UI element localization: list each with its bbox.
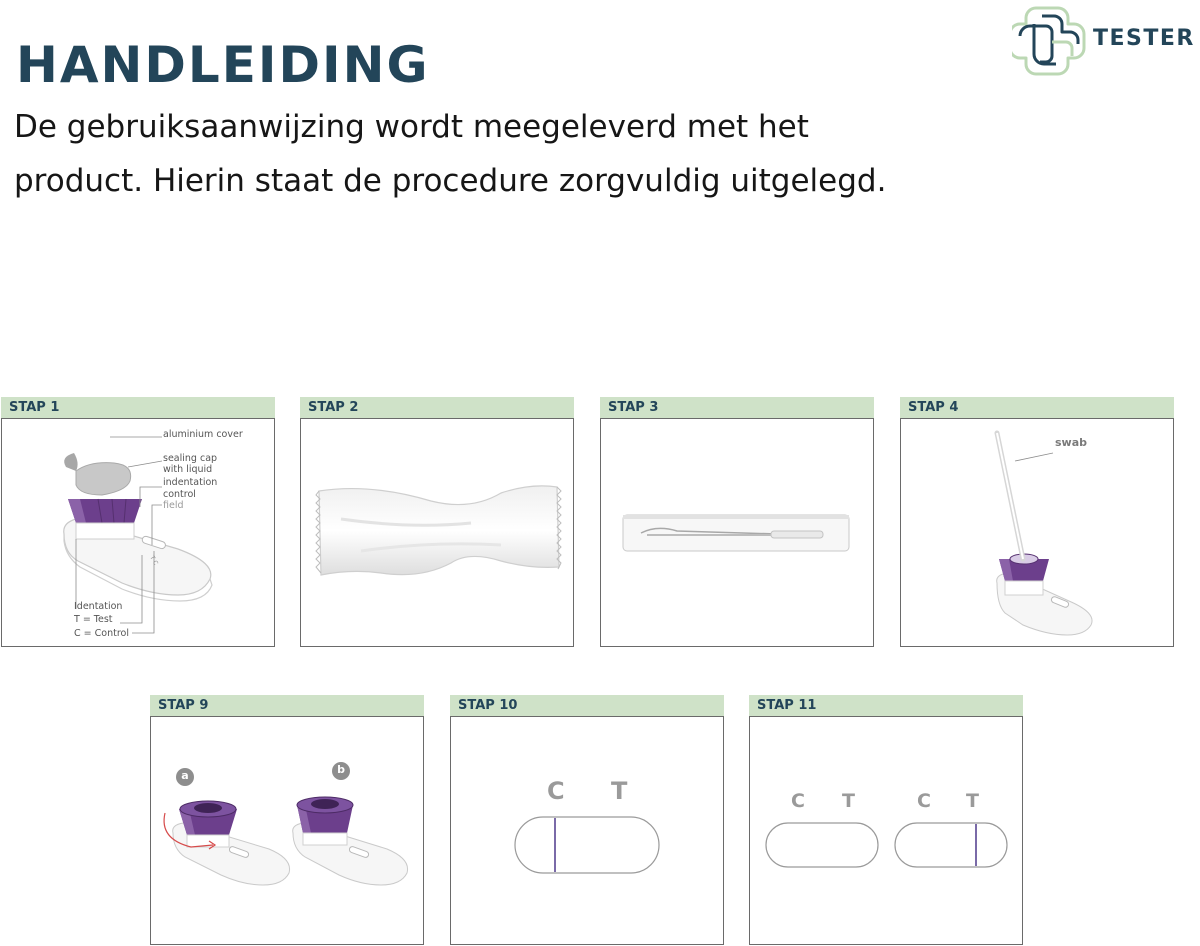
svg-text:T C: T C [148,554,160,567]
test-label-t-right: T [966,790,979,812]
result-windows-icon [750,717,1024,946]
label-sealing-cap: sealing cap with liquid [163,453,218,475]
step-4-header: STAP 4 [900,397,1174,418]
label-identation: Identation [74,601,123,612]
result-window-icon [451,717,725,946]
label-t-test: T = Test [74,614,113,625]
control-label-c-left: C [791,790,805,812]
marker-b: b [337,763,345,776]
step-1-illustration [1,418,275,647]
logo-text: TESTER [1093,26,1195,51]
step-2 [300,397,574,647]
step-9-header: STAP 9 [150,695,424,716]
step-3-header: STAP 3 [600,397,874,418]
step-1-header: STAP 1 [1,397,275,418]
swab-package-icon [601,419,875,648]
intro-line-1: De gebruiksaanwijzing wordt meegeleverd met het [14,109,809,145]
control-label-c: C [547,777,565,805]
step-1 [1,397,275,647]
page-title: HANDLEIDING [16,36,430,94]
step-10-header: STAP 10 [450,695,724,716]
step-4-illustration [900,418,1174,647]
step-11-illustration [749,716,1023,945]
device-cap-close-icon [151,717,425,946]
label-control-field: control field [163,489,196,511]
step-9-illustration [150,716,424,945]
label-c-control: C = Control [74,628,129,639]
control-label-c-right: C [917,790,931,812]
step-11-header: STAP 11 [749,695,1023,716]
step-4 [900,397,1174,647]
step-10 [450,695,724,945]
step-11 [749,695,1023,945]
test-label-t: T [611,777,628,805]
swab-in-device-icon [901,419,1175,648]
label-swab: swab [1055,436,1088,449]
intro-line-2: product. Hierin staat de procedure zorgvuldig uitgelegd. [14,163,887,199]
step-3 [600,397,874,647]
label-indentation: indentation [163,477,218,488]
step-2-illustration [300,418,574,647]
test-label-t-left: T [842,790,855,812]
label-aluminium-cover: aluminium cover [163,429,243,440]
step-2-header: STAP 2 [300,397,574,418]
sealed-pouch-icon [301,419,575,648]
test-device-diagram-icon [2,419,276,648]
step-10-illustration [450,716,724,945]
intro-text [14,100,1014,208]
step-9 [150,695,424,945]
marker-a: a [181,769,189,782]
step-3-illustration [600,418,874,647]
